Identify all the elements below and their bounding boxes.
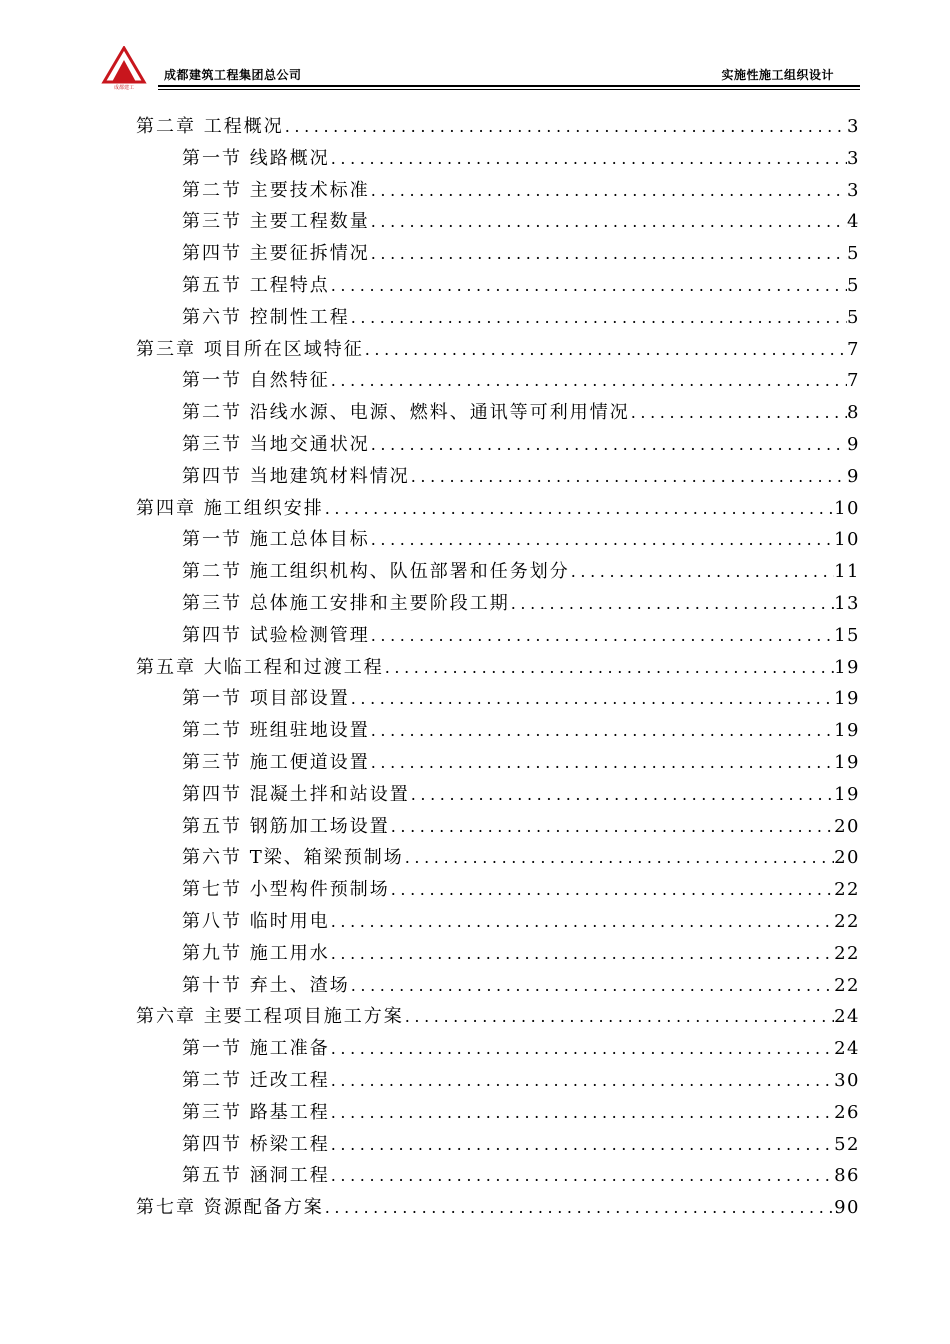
toc-dot-leader [571,556,834,588]
toc-dot-leader [391,811,834,843]
toc-entry-label: 第三节 施工便道设置 [182,751,370,773]
toc-page-number: 10 [834,497,860,519]
toc-dot-leader [411,461,847,493]
toc-entry-label: 第四节 当地建筑材料情况 [182,465,410,487]
toc-chapter-entry[interactable] [136,652,860,684]
toc-page-number: 22 [834,942,860,964]
toc-dot-leader [405,842,834,874]
toc-entry-label: 第一节 施工总体目标 [182,529,370,551]
toc-page-number: 30 [834,1069,860,1091]
toc-page-number: 8 [847,402,860,424]
toc-section-entry[interactable] [136,906,860,938]
toc-entry-label: 第七章 资源配备方案 [136,1197,324,1219]
toc-section-entry[interactable] [136,524,860,556]
toc-page-number: 19 [834,751,860,773]
toc-dot-leader [331,1033,834,1065]
toc-entry-label: 第一节 线路概况 [182,147,330,169]
toc-entry-label: 第六章 主要工程项目施工方案 [136,1006,404,1028]
toc-page-number: 4 [847,211,860,233]
toc-section-entry[interactable] [136,1033,860,1065]
toc-dot-leader [365,334,847,366]
toc-dot-leader [405,1001,834,1033]
toc-dot-leader [411,779,834,811]
toc-section-entry[interactable] [136,874,860,906]
company-logo-icon [100,46,148,90]
toc-page-number: 52 [834,1133,860,1155]
toc-entry-label: 第三章 项目所在区域特征 [136,338,364,360]
toc-dot-leader [331,270,847,302]
toc-entry-label: 第二节 施工组织机构、队伍部署和任务划分 [182,561,570,583]
toc-entry-label: 第一节 施工准备 [182,1038,330,1060]
toc-page-number: 3 [847,179,860,201]
toc-chapter-entry[interactable] [136,1001,860,1033]
toc-section-entry[interactable] [136,175,860,207]
toc-dot-leader [371,747,834,779]
toc-page-number: 3 [847,147,860,169]
toc-dot-leader [331,906,834,938]
toc-section-entry[interactable] [136,461,860,493]
toc-section-entry[interactable] [136,270,860,302]
toc-entry-label: 第六节 T梁、箱梁预制场 [182,847,404,869]
toc-section-entry[interactable] [136,206,860,238]
toc-entry-label: 第五节 钢筋加工场设置 [182,815,390,837]
toc-page-number: 20 [834,847,860,869]
header-rule-thick [158,85,860,87]
toc-page-number: 5 [847,274,860,296]
toc-section-entry[interactable] [136,556,860,588]
toc-dot-leader [331,1160,834,1192]
toc-entry-label: 第五节 工程特点 [182,274,330,296]
toc-page-number: 7 [847,338,860,360]
toc-entry-label: 第九节 施工用水 [182,942,330,964]
toc-entry-label: 第二节 沿线水源、电源、燃料、通讯等可利用情况 [182,402,630,424]
page-header [100,40,860,90]
company-name: 成都建筑工程集团总公司 [164,68,302,82]
toc-page-number: 24 [834,1006,860,1028]
toc-section-entry[interactable] [136,938,860,970]
toc-section-entry[interactable] [136,715,860,747]
toc-page-number: 10 [834,529,860,551]
toc-dot-leader [391,874,834,906]
toc-dot-leader [371,620,834,652]
toc-dot-leader [385,652,834,684]
toc-page-number: 5 [847,306,860,328]
toc-page-number: 9 [847,433,860,455]
toc-section-entry[interactable] [136,429,860,461]
toc-page-number: 22 [834,974,860,996]
toc-entry-label: 第二节 主要技术标准 [182,179,370,201]
toc-dot-leader [331,143,847,175]
toc-dot-leader [325,1192,834,1224]
toc-section-entry[interactable] [136,588,860,620]
toc-page-number: 15 [834,624,860,646]
toc-page-number: 20 [834,815,860,837]
toc-entry-label: 第四节 桥梁工程 [182,1133,330,1155]
toc-entry-label: 第十节 弃土、渣场 [182,974,350,996]
toc-entry-label: 第八节 临时用电 [182,910,330,932]
logo-caption: 成都建工 [113,85,135,90]
toc-page-number: 11 [834,561,860,583]
toc-dot-leader [371,429,847,461]
toc-page-number: 19 [834,783,860,805]
toc-entry-label: 第六节 控制性工程 [182,306,350,328]
toc-entry-label: 第四章 施工组织安排 [136,497,324,519]
toc-entry-label: 第二节 班组驻地设置 [182,720,370,742]
toc-page-number: 22 [834,910,860,932]
toc-chapter-entry[interactable] [136,334,860,366]
toc-section-entry[interactable] [136,302,860,334]
toc-section-entry[interactable] [136,1065,860,1097]
toc-section-entry[interactable] [136,1097,860,1129]
toc-entry-label: 第三节 总体施工安排和主要阶段工期 [182,592,510,614]
toc-entry-label: 第三节 主要工程数量 [182,211,370,233]
toc-entry-label: 第三节 路基工程 [182,1101,330,1123]
toc-page-number: 9 [847,465,860,487]
table-of-contents [136,111,860,1224]
toc-entry-label: 第五章 大临工程和过渡工程 [136,656,384,678]
toc-dot-leader [371,524,834,556]
document-title: 实施性施工组织设计 [721,68,834,82]
toc-chapter-entry[interactable] [136,111,860,143]
toc-section-entry[interactable] [136,143,860,175]
toc-dot-leader [331,365,847,397]
toc-entry-label: 第二章 工程概况 [136,116,284,137]
toc-entry-label: 第一节 自然特征 [182,370,330,392]
toc-entry-label: 第二节 迁改工程 [182,1069,330,1091]
toc-dot-leader [285,111,847,143]
toc-entry-label: 第七节 小型构件预制场 [182,879,390,901]
toc-section-entry[interactable] [136,842,860,874]
toc-page-number: 13 [834,592,860,614]
toc-page-number: 19 [834,720,860,742]
toc-section-entry[interactable] [136,779,860,811]
toc-entry-label: 第五节 涵洞工程 [182,1165,330,1187]
toc-section-entry[interactable] [136,1129,860,1161]
toc-dot-leader [371,238,847,270]
toc-chapter-entry[interactable] [136,1192,860,1224]
toc-section-entry[interactable] [136,747,860,779]
toc-entry-label: 第四节 混凝土拌和站设置 [182,783,410,805]
toc-section-entry[interactable] [136,238,860,270]
toc-dot-leader [351,302,847,334]
toc-page-number: 26 [834,1101,860,1123]
toc-page-number: 24 [834,1038,860,1060]
toc-page-number: 86 [834,1165,860,1187]
toc-section-entry[interactable] [136,1160,860,1192]
toc-entry-label: 第一节 项目部设置 [182,688,350,710]
toc-dot-leader [351,970,834,1002]
toc-dot-leader [371,206,847,238]
toc-page-number: 7 [847,370,860,392]
toc-section-entry[interactable] [136,683,860,715]
toc-page-number: 19 [834,688,860,710]
toc-dot-leader [371,715,834,747]
toc-dot-leader [631,397,847,429]
toc-section-entry[interactable] [136,365,860,397]
toc-section-entry[interactable] [136,811,860,843]
toc-section-entry[interactable] [136,970,860,1002]
toc-page-number: 5 [847,243,860,265]
toc-dot-leader [331,1129,834,1161]
toc-dot-leader [371,175,847,207]
toc-page-number: 90 [834,1197,860,1219]
toc-dot-leader [325,493,834,525]
toc-page-number: 22 [834,879,860,901]
toc-page-number: 3 [847,116,860,137]
toc-dot-leader [331,938,834,970]
toc-entry-label: 第三节 当地交通状况 [182,433,370,455]
toc-entry-label: 第四节 主要征拆情况 [182,243,370,265]
toc-section-entry[interactable] [136,620,860,652]
header-rule-thin [158,89,860,90]
toc-section-entry[interactable] [136,397,860,429]
toc-dot-leader [511,588,834,620]
toc-dot-leader [351,683,834,715]
toc-entry-label: 第四节 试验检测管理 [182,624,370,646]
toc-chapter-entry[interactable] [136,493,860,525]
toc-dot-leader [331,1065,834,1097]
toc-page-number: 19 [834,656,860,678]
toc-dot-leader [331,1097,834,1129]
